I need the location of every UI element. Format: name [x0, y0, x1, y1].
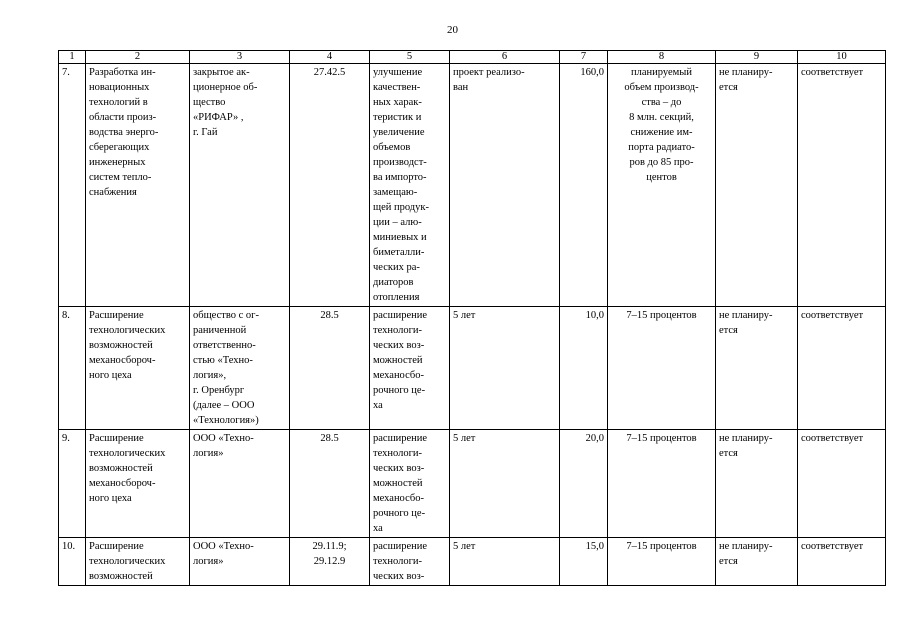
column-number: 4 — [290, 51, 370, 64]
column-number: 2 — [86, 51, 190, 64]
column-number: 8 — [608, 51, 716, 64]
project-term: проект реализо- ван — [450, 64, 560, 307]
state-support: не планиру- ется — [716, 64, 798, 307]
state-support: не планиру- ется — [716, 430, 798, 538]
project-name: Расширение технологических возможностей механосбороч- ного цеха — [86, 307, 190, 430]
compliance-status: соответствует — [798, 430, 886, 538]
row-number: 8. — [59, 307, 86, 430]
page-number: 20 — [447, 24, 458, 36]
row-number: 7. — [59, 64, 86, 307]
investment-amount: 160,0 — [560, 64, 608, 307]
row-number: 9. — [59, 430, 86, 538]
expected-effect: планируемый объем производ- ства – до 8 млн. секций, снижение им- порта радиато- ров до 85 про- центов — [608, 64, 716, 307]
project-name: Расширение технологических возможностей механосбороч- ного цеха — [86, 430, 190, 538]
column-number: 3 — [190, 51, 290, 64]
column-number: 1 — [59, 51, 86, 64]
investment-amount: 10,0 — [560, 307, 608, 430]
organization: ООО «Техно- логия» — [190, 538, 290, 586]
project-term: 5 лет — [450, 538, 560, 586]
column-number: 6 — [450, 51, 560, 64]
state-support: не планиру- ется — [716, 538, 798, 586]
investment-amount: 15,0 — [560, 538, 608, 586]
organization: ООО «Техно- логия» — [190, 430, 290, 538]
project-term: 5 лет — [450, 430, 560, 538]
expected-effect: 7–15 процентов — [608, 538, 716, 586]
okved-code: 29.11.9; 29.12.9 — [290, 538, 370, 586]
column-number: 9 — [716, 51, 798, 64]
project-term: 5 лет — [450, 307, 560, 430]
okved-code: 27.42.5 — [290, 64, 370, 307]
column-numbers-row — [59, 51, 886, 64]
table-row — [59, 538, 886, 586]
state-support: не планиру- ется — [716, 307, 798, 430]
okved-code: 28.5 — [290, 430, 370, 538]
expected-effect: 7–15 процентов — [608, 430, 716, 538]
column-number: 10 — [798, 51, 886, 64]
projects-table — [58, 50, 886, 586]
organization: закрытое ак- ционерное об- щество «РИФАР» , г. Гай — [190, 64, 290, 307]
project-purpose: расширение технологи- ческих воз- — [370, 538, 450, 586]
column-number: 5 — [370, 51, 450, 64]
table-row — [59, 64, 886, 307]
investment-amount: 20,0 — [560, 430, 608, 538]
expected-effect: 7–15 процентов — [608, 307, 716, 430]
table-row — [59, 430, 886, 538]
compliance-status: соответствует — [798, 64, 886, 307]
compliance-status: соответствует — [798, 307, 886, 430]
project-purpose: расширение технологи- ческих воз- можностей механосбо- рочного це- ха — [370, 430, 450, 538]
column-number: 7 — [560, 51, 608, 64]
project-purpose: расширение технологи- ческих воз- можностей механосбо- рочного це- ха — [370, 307, 450, 430]
row-number: 10. — [59, 538, 86, 586]
organization: общество с ог- раниченной ответственно- стью «Техно- логия», г. Оренбург (далее – ООО «Технология») — [190, 307, 290, 430]
table-row — [59, 307, 886, 430]
project-name: Разработка ин- новационных технологий в области произ- водства энерго- сберегающих инженерных систем тепло- снабжения — [86, 64, 190, 307]
project-purpose: улучшение качествен- ных харак- теристик и увеличение объемов производст- ва импорто- замещаю- щей продук- ции – алю- миниевых и биметалли- ческих ра- диаторов отопления — [370, 64, 450, 307]
compliance-status: соответствует — [798, 538, 886, 586]
okved-code: 28.5 — [290, 307, 370, 430]
project-name: Расширение технологических возможностей — [86, 538, 190, 586]
